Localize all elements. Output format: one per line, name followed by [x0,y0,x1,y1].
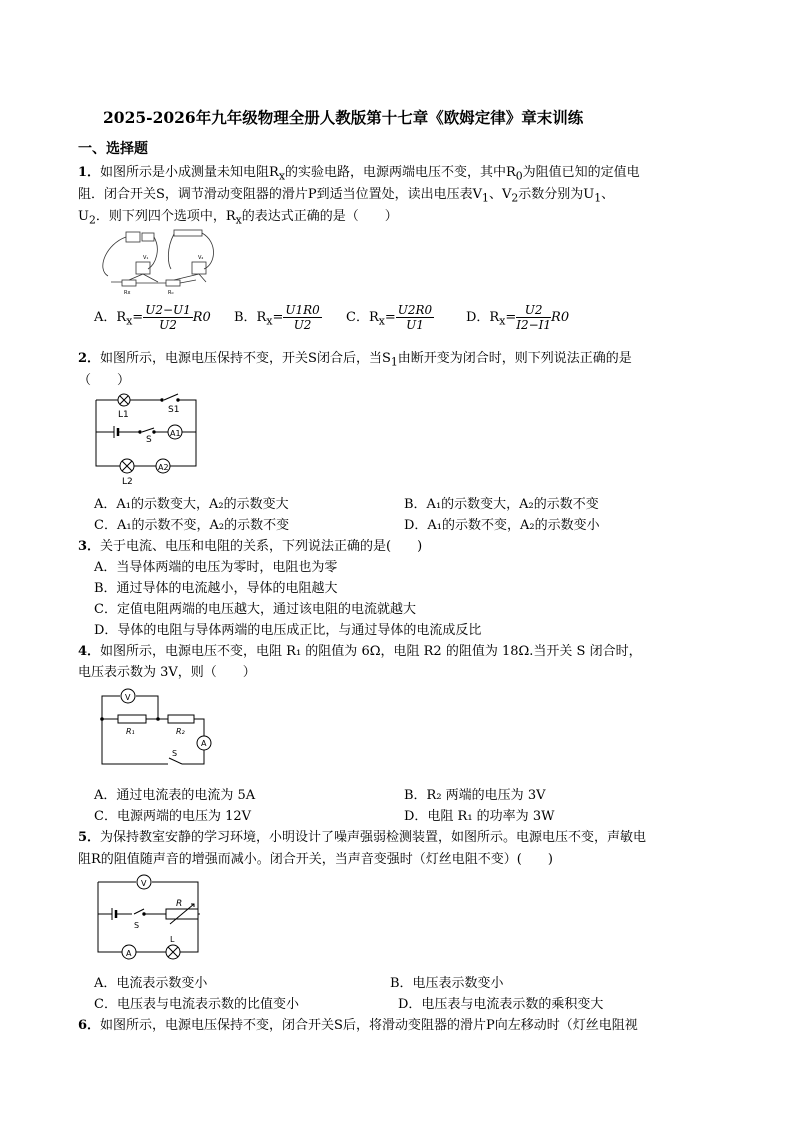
q1-frac-den: U1 [406,318,424,332]
q1-option-label: D．R [466,310,500,325]
q5-option-a[interactable]: A．电流表示数变小 [94,976,208,991]
q1-r0: R0 [192,310,211,325]
q1-number: 1． [78,165,101,180]
q4-text: 如图所示，电源电压不变，电阻 R₁ 的阻值为 6Ω，电阻 R2 的阻值为 18Ω.当开关 S 闭合时， [100,644,642,659]
label-v: V [141,879,147,888]
q1-apparatus-figure [96,224,220,302]
voltmeter-2 [192,262,206,274]
battery-box [126,232,140,242]
q4-number: 4． [78,644,101,659]
q5-option-b[interactable]: B．电压表示数变小 [390,976,504,991]
label-s: S [146,435,152,445]
q1-option-a[interactable] [94,303,211,332]
q2-circuit-figure [90,392,206,488]
q1-frac-den: I2−I1 [516,318,552,332]
q2-text: 如图所示，电源电压保持不变，开关S闭合后，当S [100,351,391,366]
q1-sub: x [499,314,506,328]
q1-line1 [78,161,640,183]
q4-option-d[interactable]: D．电阻 R₁ 的功率为 3W [404,809,555,824]
label-l1: L1 [118,410,129,420]
q4-circuit-figure [96,686,214,772]
svg-text:R₀: R₀ [168,290,174,296]
q3-option-d[interactable]: D．导体的电阻与导体两端的电压成正比，与通过导体的电流成反比 [94,623,482,638]
q1-text: U [78,209,89,224]
q5-line2: 阻R的阻值随声音的增强而减小。闭合开关，当声音变强时（灯丝电阻不变）( ) [78,852,553,867]
q1-option-label: B．R [234,310,267,325]
q1-option-label: A．R [94,310,127,325]
voltmeter-1 [136,262,150,274]
q1-text: 的实验电路，电源两端电压不变，其中R [284,165,516,180]
label-s: S [172,749,178,758]
q1-line2 [78,183,614,205]
q5-circuit-figure [92,872,208,964]
q5-line1 [78,826,646,845]
q1-sub: 2 [88,213,96,227]
q1-eq: = [272,310,284,325]
label-a1: A1 [170,429,181,438]
q1-frac-num: U2−U1 [145,303,191,317]
svg-text:Rx: Rx [124,290,131,296]
q2-option-a[interactable]: A．A₁的示数变大，A₂的示数变大 [94,497,289,512]
q1-text: 、V [488,187,512,202]
q3-number: 3． [78,539,101,554]
q1-r0: R0 [551,310,570,325]
label-r: R [176,899,183,909]
label-s: S [134,921,140,930]
q1-sub: x [278,169,285,183]
label-a: A [201,739,207,748]
q1-option-c[interactable] [346,303,434,332]
q1-sub: x [235,213,242,227]
q2-sub: 1 [390,355,398,369]
q1-option-label: C．R [346,310,379,325]
q5-text: 为保持教室安静的学习环境，小明设计了噪声强弱检测装置，如图所示。电源电压不变，声敏电 [100,830,647,845]
label-l2: L2 [122,477,133,487]
q1-frac-num: U2R0 [397,303,433,317]
q1-text: 阻．闭合开关S，调节滑动变阻器的滑片P到适当位置处，读出电压表V [78,187,483,202]
resistor-x [122,280,136,286]
q1-sub: x [126,314,133,328]
q3-option-b[interactable]: B．通过导体的电流越小，导体的电阻越大 [94,581,338,596]
q6-number: 6． [78,1018,101,1033]
q4-option-c[interactable]: C．电源两端的电压为 12V [94,809,252,824]
label-a2: A2 [158,463,169,472]
svg-text:V₂: V₂ [198,255,204,261]
resistor-r2 [168,715,194,723]
q1-option-b[interactable] [234,303,322,332]
page-title: 2025-2026年九年级物理全册人教版第十七章《欧姆定律》章末训练 [103,108,584,127]
q4-option-b[interactable]: B．R₂ 两端的电压为 3V [404,788,546,803]
q4-line1 [78,640,642,659]
q2-option-d[interactable]: D．A₁的示数不变，A₂的示数变小 [404,518,600,533]
q2-option-c[interactable]: C．A₁的示数不变，A₂的示数不变 [94,518,290,533]
label-s1: S1 [168,405,180,415]
q1-sub: 1 [482,191,489,205]
q1-frac-num: U2 [516,303,551,318]
q2-line2: （ ） [78,373,131,388]
section-heading: 一、选择题 [78,141,148,157]
q4-option-a[interactable]: A．通过电流表的电流为 5A [94,788,256,803]
q2-option-b[interactable]: B．A₁的示数变大，A₂的示数不变 [404,497,599,512]
q6-text: 如图所示，电源电压保持不变，闭合开关S后，将滑动变阻器的滑片P向左移动时（灯丝电阻视 [100,1018,638,1033]
q1-eq: = [132,310,144,325]
label-a: A [126,949,132,958]
label-l: L [170,935,175,944]
q1-frac-num: U1R0 [285,303,320,317]
q1-eq: = [505,310,517,325]
label-r1: R₁ [126,727,135,736]
resistor-r1 [118,715,146,723]
q1-text: ．则下列四个选项中，R [95,209,236,224]
q1-sub: x [266,314,273,328]
q1-text: 的表达式正确的是（ ） [241,209,398,224]
svg-text:V₁: V₁ [143,255,149,261]
q3-text: 关于电流、电压和电阻的关系，下列说法正确的是( ) [100,539,423,554]
q5-option-d[interactable]: D．电压表与电流表示数的乘积变大 [398,997,604,1012]
q1-sub: x [378,314,385,328]
q2-number: 2． [78,351,101,366]
q1-text: 为阻值已知的定值电 [522,165,640,180]
q1-option-d[interactable] [466,303,569,332]
q3-option-a[interactable]: A．当导体两端的电压为零时，电阻也为零 [94,560,338,575]
q1-sub: 2 [511,191,519,205]
q1-sub: 0 [515,169,523,183]
q1-text: 、 [601,187,615,202]
q1-sub: 1 [594,191,602,205]
q6-line1 [78,1014,638,1033]
q1-text: 示数分别为U [518,187,595,202]
q2-line1 [78,347,632,369]
q5-number: 5． [78,830,101,845]
q1-text: 如图所示是小成测量未知电阻R [100,165,279,180]
q1-eq: = [384,310,396,325]
label-r2: R₂ [176,727,185,736]
label-v: V [125,693,131,702]
switch-base [142,233,154,241]
resistor-0 [166,280,180,286]
q1-frac-den: U2 [293,318,312,332]
q3-stem [78,535,422,554]
q2-text: 由断开变为闭合时，则下列说法正确的是 [397,351,632,366]
q1-frac-den: U2 [159,318,177,332]
q5-option-c[interactable]: C．电压表与电流表示数的比值变小 [94,997,299,1012]
q3-option-c[interactable]: C．定值电阻两端的电压越大，通过该电阻的电流就越大 [94,602,416,617]
rheostat [174,230,202,236]
q4-line2: 电压表示数为 3V，则（ ） [78,665,256,680]
